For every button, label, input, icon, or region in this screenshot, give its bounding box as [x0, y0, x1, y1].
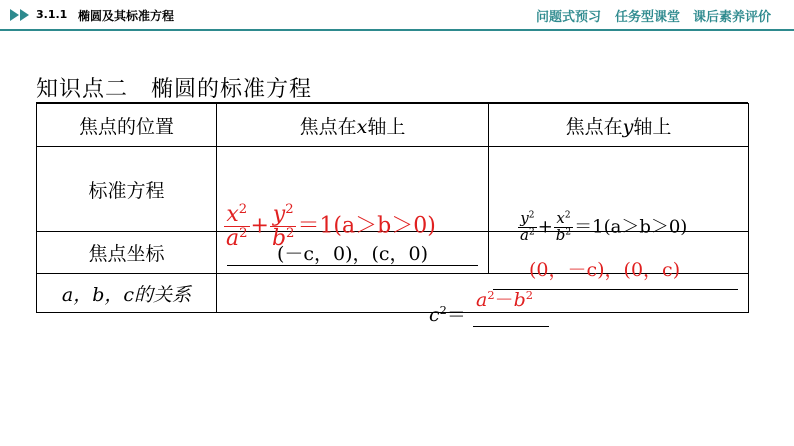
- label-standard-equation: [37, 147, 217, 232]
- header-y-suffix: 轴上: [633, 115, 672, 138]
- x-rhs: ＝1(a＞b＞0): [297, 213, 436, 239]
- relation-answer-line: [473, 326, 549, 327]
- x-axis-equation: [223, 203, 436, 250]
- header-y-var: y: [622, 115, 634, 138]
- y-rhs: ＝1(a＞b＞0): [574, 216, 688, 238]
- header-y-axis: [489, 104, 749, 147]
- x-plus: +: [250, 213, 269, 239]
- x-frac-1: [224, 203, 250, 250]
- x-frac1-den: a: [226, 226, 240, 252]
- relation-lhs-exp: 2: [439, 303, 447, 318]
- x-frac1-num-exp: 2: [238, 202, 248, 218]
- nav-preview[interactable]: 问题式预习: [536, 10, 602, 25]
- y-frac2-num: x: [556, 209, 565, 227]
- header-divider: [0, 29, 794, 31]
- cell-x-equation: [217, 147, 489, 252]
- cell-y-equation: [489, 147, 749, 244]
- y-foci-value: (0，－c)，(0，c): [529, 258, 681, 281]
- x-frac2-num-exp: 2: [285, 202, 294, 218]
- nav-evaluation[interactable]: 课后素养评价: [693, 10, 772, 25]
- y-frac1-den: a: [520, 225, 529, 244]
- relation-lhs: c: [429, 304, 440, 326]
- y-frac-2: [554, 211, 573, 244]
- table-header-row: [37, 104, 749, 147]
- x-frac2-den-exp: 2: [286, 226, 295, 242]
- page-heading: 知识点二 椭圆的标准方程: [36, 77, 313, 102]
- y-axis-equation: [517, 211, 687, 244]
- header-focus-position: [37, 104, 217, 147]
- relation-answer: [476, 285, 533, 312]
- x-frac-2: [270, 203, 296, 250]
- header-x-suffix: 轴上: [367, 115, 406, 138]
- relation-rhs-b-exp: 2: [525, 288, 534, 303]
- label-foci-text: 焦点坐标: [88, 243, 165, 265]
- x-foci-value: (－c，0)，(c，0): [276, 243, 429, 265]
- y-frac-1: [518, 211, 537, 244]
- x-frac2-num: y: [272, 202, 286, 227]
- header-y-prefix: 焦点在: [565, 115, 623, 138]
- top-bar: [0, 0, 794, 30]
- relation-rhs-minus: －: [494, 289, 514, 311]
- header-x-var: x: [356, 115, 368, 138]
- label-relation: [37, 274, 217, 313]
- section-title: 椭圆及其标准方程: [78, 9, 175, 23]
- label-relation-text: a，b，c的关系: [61, 283, 192, 306]
- y-frac1-num: y: [520, 209, 529, 227]
- play-double-arrow-icon: [10, 9, 32, 21]
- header-x-axis: [217, 104, 489, 147]
- y-frac2-den: b: [555, 225, 566, 244]
- table-row-standard-equation: [37, 147, 749, 232]
- x-equation-answer-line: [227, 265, 478, 266]
- ellipse-equation-table: [36, 103, 749, 326]
- relation-equation: [429, 300, 466, 327]
- y-frac2-den-exp: 2: [565, 227, 572, 238]
- y-plus: +: [537, 216, 553, 238]
- section-number: 3.1.1: [36, 8, 68, 21]
- header-focus-position-text: 焦点的位置: [78, 115, 174, 138]
- relation-rhs-b: b: [513, 289, 526, 311]
- label-foci: [37, 232, 217, 274]
- label-standard-equation-text: 标准方程: [88, 179, 165, 202]
- relation-rhs-a: a: [476, 289, 488, 311]
- x-frac1-num: x: [226, 202, 239, 227]
- x-frac2-den: b: [271, 226, 287, 252]
- nav-classroom[interactable]: 任务型课堂: [615, 10, 681, 25]
- relation-rhs-a-exp: 2: [487, 288, 495, 303]
- relation-eq: ＝: [446, 304, 466, 326]
- y-frac1-num-exp: 2: [528, 210, 535, 221]
- x-frac1-den-exp: 2: [239, 226, 248, 242]
- y-frac2-num-exp: 2: [564, 210, 571, 221]
- header-x-prefix: 焦点在: [299, 115, 357, 138]
- y-frac1-den-exp: 2: [528, 227, 535, 238]
